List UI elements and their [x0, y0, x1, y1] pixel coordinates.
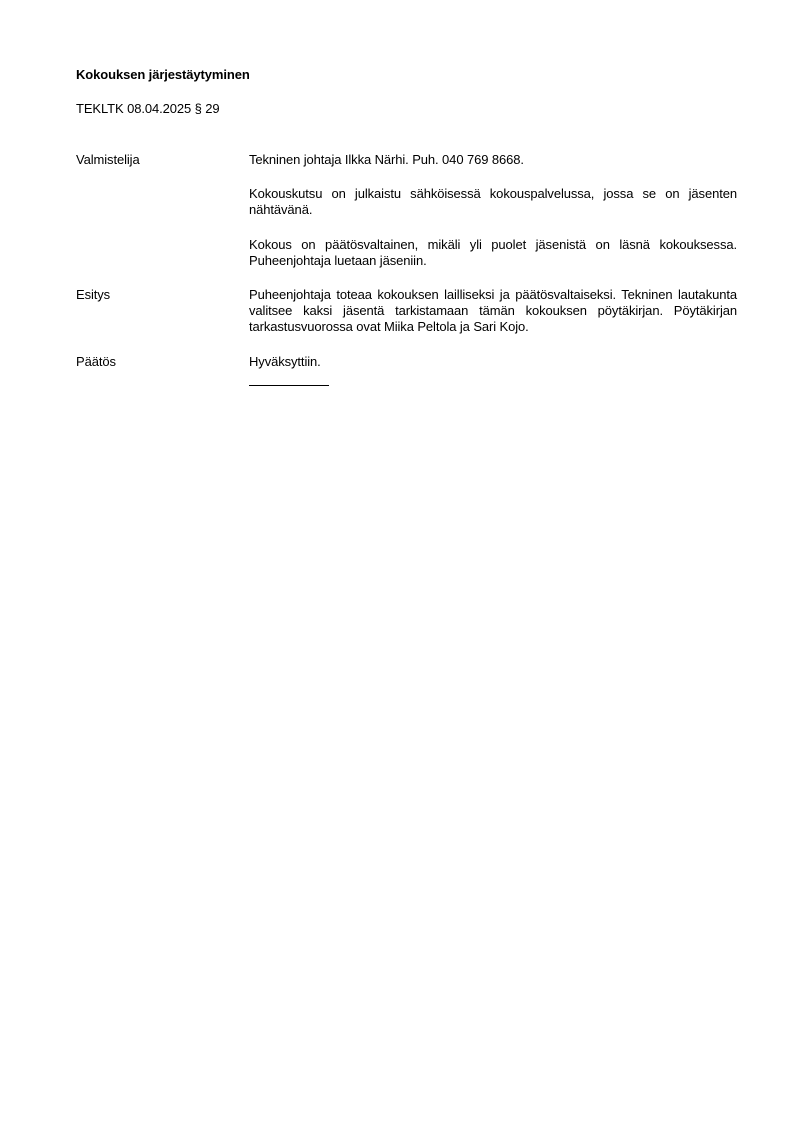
- proposal-text: Puheenjohtaja toteaa kokouksen lailliseksi ja päätösvaltaiseksi. Tekninen lautakunta valitsee kaksi jäsentä tarkistamaan tämän kokouksen pöytäkirjan. Pöytäkirjan tarkastusvuorossa ovat Miika Peltola ja Sari Kojo.: [249, 287, 737, 334]
- proposal-label: Esitys: [76, 287, 111, 302]
- decision-label: Päätös: [76, 354, 116, 369]
- meeting-reference: TEKLTK 08.04.2025 § 29: [76, 101, 220, 116]
- closing-rule: [249, 385, 329, 386]
- decision-text: Hyväksyttiin.: [249, 354, 321, 369]
- preparer-paragraph: Kokous on päätösvaltainen, mikäli yli puolet jäsenistä on läsnä kokouksessa. Puheenjohtaja luetaan jäseniin.: [249, 237, 737, 268]
- preparer-paragraph: Tekninen johtaja Ilkka Närhi. Puh. 040 769 8668.: [249, 152, 524, 167]
- preparer-paragraph: Kokouskutsu on julkaistu sähköisessä kokouspalvelussa, jossa se on jäsenten nähtävänä.: [249, 186, 737, 217]
- document-title: Kokouksen järjestäytyminen: [76, 67, 250, 82]
- preparer-label: Valmistelija: [76, 152, 140, 167]
